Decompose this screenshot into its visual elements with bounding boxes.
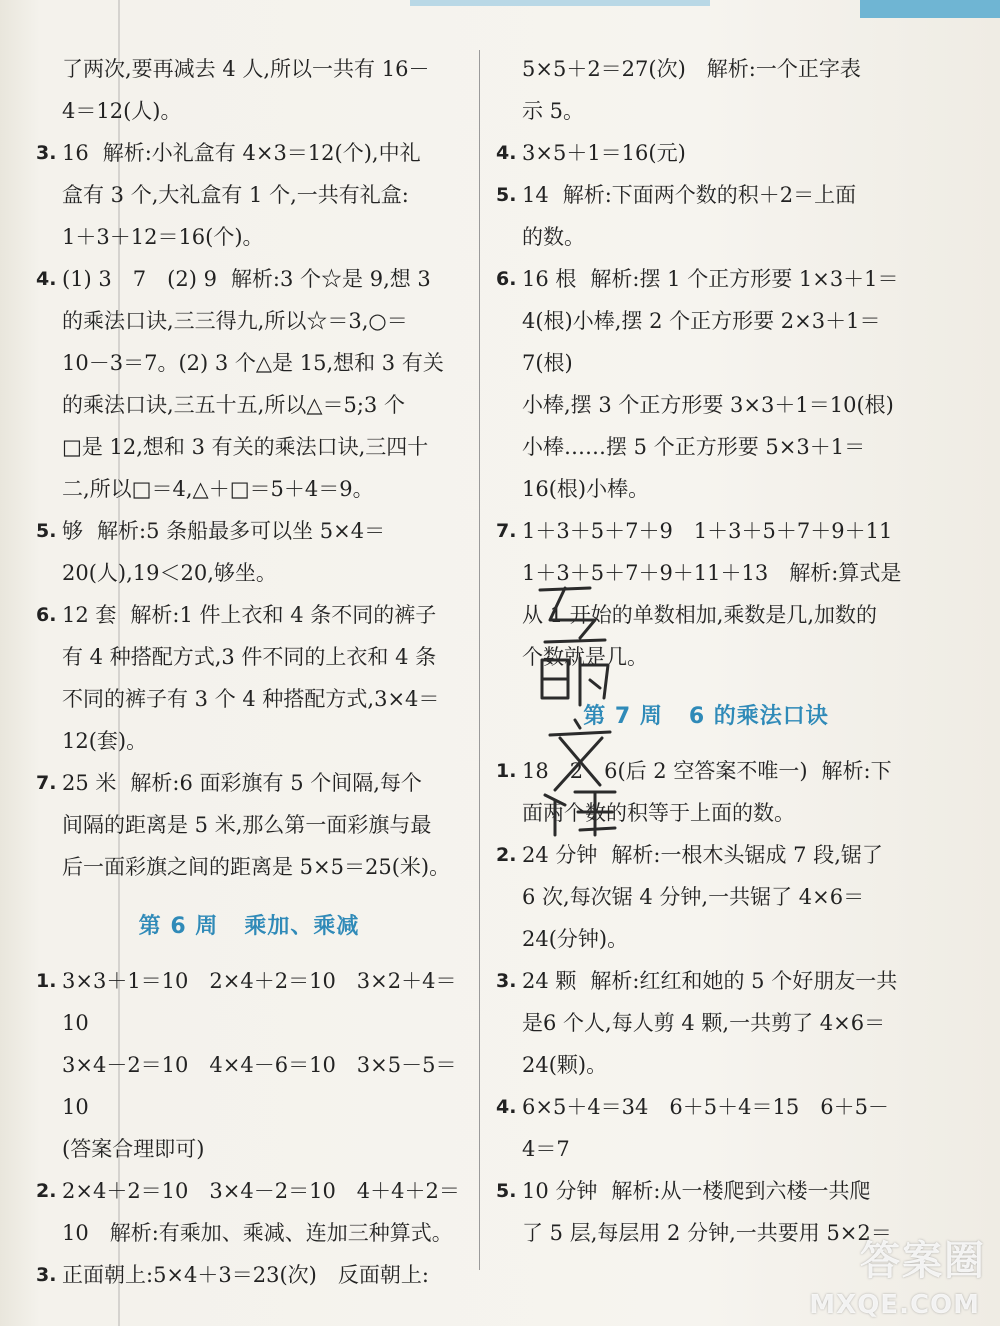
text-line: 解析:6 面彩旗有 5 个间隔,每个 (130, 771, 422, 795)
item-number: 5. (36, 520, 57, 542)
text-line: 面两个数的积等于上面的数。 (522, 801, 795, 825)
item-answer: 16 (62, 141, 89, 165)
section-topic: 乘加、乘减 (244, 914, 360, 939)
text-line: 示 5。 (522, 99, 585, 123)
text-line: 从 1 开始的单数相加,乘数是几,加数的 (522, 603, 878, 627)
item-answer: (1) 3 7 (2) 9 (62, 267, 217, 291)
text-line: 了两次,要再减去 4 人,所以一共有 16－ (62, 57, 430, 81)
answer-item (36, 594, 462, 762)
item-number: 6. (496, 268, 517, 290)
continued-text (36, 48, 462, 132)
item-answer: 16 根 (522, 267, 577, 291)
item-number: 1. (496, 760, 517, 782)
text-line: 正面朝上:5×4＋3＝23(次) 反面朝上: (62, 1263, 429, 1287)
text-line: 解析:5 条船最多可以坐 5×4＝ (97, 519, 386, 543)
text-line: 二,所以□＝4,△＋□＝5＋4＝9。 (62, 477, 374, 501)
text-line: 后一面彩旗之间的距离是 5×5＝25(米)。 (62, 855, 451, 879)
column-divider (479, 50, 480, 1270)
text-line: 盒有 3 个,大礼盒有 1 个,一共有礼盒: (62, 183, 409, 207)
answer-item (496, 258, 916, 510)
text-line: 3×3＋1＝10 2×4＋2＝10 3×2＋4＝10 (62, 969, 457, 1035)
answer-item (36, 132, 462, 258)
answer-item (496, 834, 916, 960)
item-number: 4. (496, 142, 517, 164)
section-week: 第 7 周 (583, 704, 663, 729)
text-line: 12(套)。 (62, 729, 148, 753)
answer-item (36, 1170, 462, 1254)
item-answer: 14 (522, 183, 549, 207)
text-line: 4(根)小棒,摆 2 个正方形要 2×3＋1＝7(根) (522, 309, 881, 375)
text-line: 10－3＝7。(2) 3 个△是 15,想和 3 有关 (62, 351, 444, 375)
answer-item (496, 132, 916, 174)
item-number: 7. (496, 520, 517, 542)
text-line: 2×4＋2＝10 3×4－2＝10 4＋4＋2＝ (62, 1179, 460, 1203)
text-line: 解析:红红和她的 5 个好朋友一共 (590, 969, 898, 993)
item-number: 3. (36, 142, 57, 164)
item-number: 1. (36, 970, 57, 992)
text-line: 解析:下 (821, 759, 892, 783)
text-line: □是 12,想和 3 有关的乘法口诀,三四十 (62, 435, 429, 459)
item-answer: 12 套 (62, 603, 117, 627)
text-line: 24(分钟)。 (522, 927, 629, 951)
text-line: 解析:3 个☆是 9,想 3 (230, 267, 431, 291)
text-line: 1＋3＋5＋7＋9＋11＋13 解析:算式是 (522, 561, 902, 585)
text-line: 是6 个人,每人剪 4 颗,一共剪了 4×6＝ (522, 1011, 886, 1035)
section-week: 第 6 周 (138, 914, 219, 939)
text-line: (答案合理即可) (62, 1137, 205, 1161)
text-line: 10 解析:有乘加、乘减、连加三种算式。 (62, 1221, 453, 1245)
answer-item (36, 1254, 462, 1296)
item-number: 3. (36, 1264, 57, 1286)
text-line: 小棒……摆 5 个正方形要 5×3＋1＝ (522, 435, 866, 459)
text-line: 3×4－2＝10 4×4－6＝10 3×5－5＝10 (62, 1053, 457, 1119)
text-line: 个数就是几。 (522, 645, 648, 669)
item-answer: 18 2 6(后 2 空答案不唯一) (522, 759, 808, 783)
item-number: 4. (36, 268, 57, 290)
text-line: 的乘法口诀,三五十五,所以△＝5;3 个 (62, 393, 405, 417)
answer-item (496, 1170, 916, 1254)
item-number: 4. (496, 1096, 517, 1118)
text-line: 解析:1 件上衣和 4 条不同的裤子 (130, 603, 437, 627)
item-answer: 24 分钟 (522, 843, 598, 867)
text-line: 解析:下面两个数的积＋2＝上面 (562, 183, 857, 207)
answer-item (36, 960, 462, 1170)
text-line: 小棒,摆 3 个正方形要 3×3＋1＝10(根) (522, 393, 894, 417)
text-line: 6×5＋4＝34 6＋5＋4＝15 6＋5－ (522, 1095, 889, 1119)
text-line: 解析:小礼盒有 4×3＝12(个),中礼 (102, 141, 421, 165)
item-number: 6. (36, 604, 57, 626)
text-line: 有 4 种搭配方式,3 件不同的上衣和 4 条 (62, 645, 437, 669)
answer-item (496, 510, 916, 678)
answer-item (496, 960, 916, 1086)
answer-item (36, 258, 462, 510)
item-number: 2. (496, 844, 517, 866)
item-answer: 10 分钟 (522, 1179, 598, 1203)
answer-item (36, 510, 462, 594)
answer-item (496, 174, 916, 258)
item-number: 5. (496, 184, 517, 206)
item-answer: 够 (62, 519, 83, 543)
text-line: 解析:摆 1 个正方形要 1×3＋1＝ (590, 267, 899, 291)
item-number: 3. (496, 970, 517, 992)
watermark-url: MXQE.COM (809, 1290, 980, 1320)
text-line: 4＝7 (522, 1137, 570, 1161)
corner-color-tab (860, 0, 1000, 18)
text-line: 3×5＋1＝16(元) (522, 141, 686, 165)
continued-text (496, 48, 916, 132)
text-line: 6 次,每次锯 4 分钟,一共锯了 4×6＝ (522, 885, 865, 909)
watermark-logo: 答案圈 (860, 1238, 986, 1284)
item-answer: 24 颗 (522, 969, 577, 993)
text-line: 解析:一根木头锯成 7 段,锯了 (611, 843, 883, 867)
top-color-strip (410, 0, 710, 6)
text-line: 的乘法口诀,三三得九,所以☆＝3,○＝ (62, 309, 408, 333)
left-column (36, 48, 462, 1296)
answer-item (496, 750, 916, 834)
item-number: 7. (36, 772, 57, 794)
text-line: 16(根)小棒。 (522, 477, 650, 501)
text-line: 解析:从一楼爬到六楼一共爬 (611, 1179, 871, 1203)
right-column (496, 48, 916, 1254)
section-title-week-7 (496, 696, 916, 738)
section-title-week-6 (36, 906, 462, 948)
text-line: 1＋3＋12＝16(个)。 (62, 225, 264, 249)
answer-item (36, 762, 462, 888)
item-number: 2. (36, 1180, 57, 1202)
text-line: 的数。 (522, 225, 585, 249)
answer-item (496, 1086, 916, 1170)
text-line: 24(颗)。 (522, 1053, 608, 1077)
item-number: 5. (496, 1180, 517, 1202)
text-line: 了 5 层,每层用 2 分钟,一共要用 5×2＝ (522, 1221, 892, 1245)
section-topic: 6 的乘法口诀 (688, 704, 829, 729)
text-line: 间隔的距离是 5 米,那么第一面彩旗与最 (62, 813, 432, 837)
text-line: 1＋3＋5＋7＋9 1＋3＋5＋7＋9＋11 (522, 519, 893, 543)
text-line: 4＝12(人)。 (62, 99, 182, 123)
item-answer: 25 米 (62, 771, 117, 795)
text-line: 不同的裤子有 3 个 4 种搭配方式,3×4＝ (62, 687, 440, 711)
text-line: 5×5＋2＝27(次) 解析:一个正字表 (522, 57, 861, 81)
text-line: 20(人),19＜20,够坐。 (62, 561, 277, 585)
